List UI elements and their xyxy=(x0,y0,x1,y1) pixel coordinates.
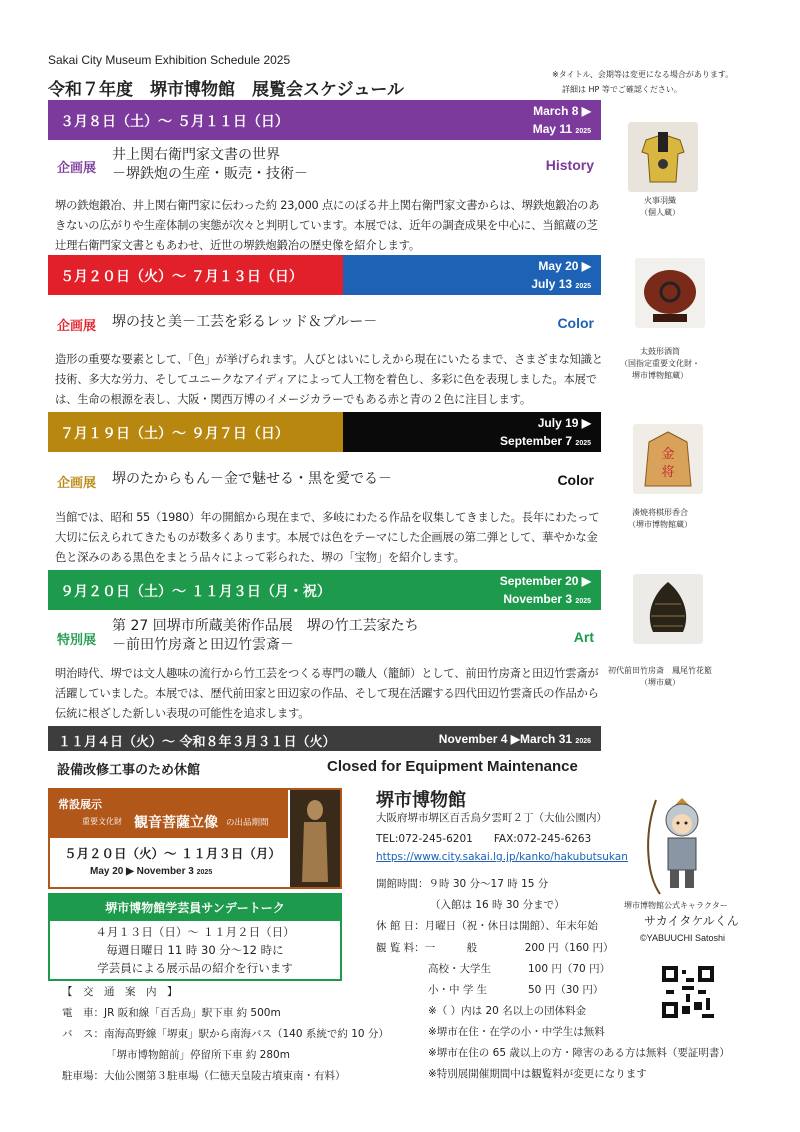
mascot-image xyxy=(642,794,722,899)
exhibition-4-title: 第 27 回堺市所蔵美術作品展 堺の竹工芸家たち －前田竹房斎と田辺竹雲斎－ xyxy=(112,618,419,653)
museum-url-link[interactable]: https://www.city.sakai.lg.jp/kanko/hakubutsukan xyxy=(376,851,628,863)
exhibition-2-kind: 企画展 xyxy=(57,319,97,334)
closure-date: １１月４日（火）～ 令和８年３月３１日（火） xyxy=(58,735,336,750)
sake-drum-image xyxy=(635,258,705,328)
exhibition-1-band: ３月８日（土）～ ５月１１日（日） March 8 ▶ May 11 2025 xyxy=(48,100,601,140)
exhibition-3-date: ７月１９日（土）～ ９月７日（日） xyxy=(60,426,289,442)
page-title: 令和７年度 堺市博物館 展覧会スケジュール xyxy=(48,80,404,100)
mascot-copyright: ©YABUUCHI Satoshi xyxy=(640,933,725,943)
museum-hours: 開館時間：９時 30 分～17 時 15 分 （入館は 16 時 30 分まで） 休 館 日：月曜日（祝・休日は開館）、年末年始 xyxy=(376,878,598,932)
exhibition-4-kind: 特別展 xyxy=(57,633,97,648)
permanent-date: ５月２０日（火）～ １１月３日（月） xyxy=(64,846,281,861)
exhibition-1-date: ３月８日（土）～ ５月１１日（日） xyxy=(60,114,289,130)
exhibition-4-desc: 明治時代、堺では文人趣味の流行から竹工芸をつくる専門の職人（籠師）として、前田竹房斎と田辺竹雲斎が活躍していました。本展では、歴代前田家と田辺家の作品、そして現在活躍する四代田辺竹雲斎氏の作品から伝統に根ざした新しい表現の可能性を追求します。 xyxy=(55,667,599,720)
bamboo-basket-image xyxy=(633,574,703,644)
exhibition-2-caption: 太鼓形酒筒 （国指定重要文化財・ 堺市博物館蔵） xyxy=(620,347,700,380)
exhibition-4-caption: 初代前田竹房斎 鳳尾竹花籃 （堺市蔵） xyxy=(608,666,712,687)
svg-text:将: 将 xyxy=(661,465,675,480)
museum-name: 堺市博物館 xyxy=(376,790,466,811)
svg-text:金: 金 xyxy=(661,447,675,462)
exhibition-1-kind: 企画展 xyxy=(57,161,97,176)
exhibition-3-caption: 湊焼将棋形香合 （堺市博物館蔵） xyxy=(628,508,692,529)
exhibition-2-title: 堺の技と美－工芸を彩るレッド＆ブルー－ xyxy=(112,314,378,330)
exhibition-4-band: ９月２０日（土）～ １１月３日（月・祝） September 20 ▶ November 3 2025 xyxy=(48,570,601,610)
access-info: 【 交 通 案 内 】 電 車：JR 阪和線「百舌鳥」駅下車 約 500m バ ス：南海高野線「堺東」駅から南海バス（140 系統で約 10 分） 「堺市博物館前」停留所下車 約 280m 駐車場：大仙公園第３駐車場（仁徳天皇陵古墳東南・有料） xyxy=(62,986,389,1082)
permanent-header: 常設展示 xyxy=(58,798,102,811)
talk-title: 堺市博物館学芸員サンデートーク xyxy=(50,895,340,921)
closure-label-jp: 設備改修工事のため休館 xyxy=(57,763,201,778)
kannon-statue-image xyxy=(290,790,340,887)
fee-table: 観 覧 料：一 般 200 円（160 円） 高校・大学生 100 円（70 円） 小・中 学 生 50 円（30 円） ※（ ）内は 20 名以上の団体料金 ※堺市在住・在学の小・中学生は無料 ※堺市在住の 65 歳以上の方・障害のある方は無料（要証明書） ※特別展開催期間中は観覧料が変更になります xyxy=(376,942,730,1080)
museum-contact: 大阪府堺市堺区百舌鳥夕雲町２丁（大仙公園内） TEL:072-245-6201 FAX:072-245-6263 xyxy=(376,812,607,845)
exhibition-3-desc: 当館では、昭和 55（1980）年の開館から現在まで、多岐にわたる作品を収集してきました。長年にわたって大切に伝えられてきたものが数多くあります。本展では色をテーマにした企画展の第二弾として、華やかな金色と深みのある黒色をまとう品々によって彩られた、堺の「宝物」を紹介します。 xyxy=(55,511,600,564)
exhibition-4-date: ９月２０日（土）～ １１月３日（月・祝） xyxy=(60,584,331,600)
sunday-talk-box: 堺市博物館学芸員サンデートーク ４月１３日（日）～ １１月２日（日） 毎週日曜日 11 時 30 分～12 時に 学芸員による展示品の紹介を行います xyxy=(48,893,342,981)
exhibition-2-date: ５月２０日（火）～ ７月１３日（日） xyxy=(60,269,303,285)
exhibition-3-band: ７月１９日（土）～ ９月７日（日） July 19 ▶ September 7 2025 xyxy=(48,412,601,452)
mascot-label: 堺市博物館公式キャラクター xyxy=(624,901,728,910)
exhibition-3-kind: 企画展 xyxy=(57,476,97,491)
permanent-exhibit-box: 常設展示 重要文化財 観音菩薩立像 の出品期間 ５月２０日（火）～ １１月３日（月） May 20 ▶ November 3 2025 xyxy=(48,788,342,889)
fire-coat-image xyxy=(628,122,698,192)
exhibition-4-theme: Art xyxy=(573,629,594,645)
exhibition-1-caption: 火事羽織 （個人蔵） xyxy=(640,196,680,217)
exhibition-1-desc: 堺の鉄炮鍛冶、井上関右衛門家に伝わった約 23,000 点にのぼる井上関右衛門家文書からは、堺鉄炮鍛冶のあきないの広がりや生産体制の実態が次々と判明しています。本展では、近年の調査成果を中心に、当館蔵の芝辻理右衛門家文書ともあわせ、近世の堺鉄炮鍛冶の歴史像を紹介します。 xyxy=(55,199,600,252)
qr-code-icon[interactable] xyxy=(662,966,714,1018)
exhibition-1-title: 井上関右衛門家文書の世界 －堺鉄炮の生産・販売・技術－ xyxy=(112,147,308,182)
exhibition-2-band: ５月２０日（火）～ ７月１３日（日） May 20 ▶ July 13 2025 xyxy=(48,255,601,295)
subtitle: Sakai City Museum Exhibition Schedule 2025 xyxy=(48,53,291,67)
closure-label-en: Closed for Equipment Maintenance xyxy=(327,758,578,775)
shogi-piece-image xyxy=(633,424,703,494)
exhibition-2-desc: 造形の重要な要素として、「色」が挙げられます。人びとはいにしえから現在にいたるまで、さまざまな知識と技術、多大な労力、そしてユニークなアイディアによって人工物を着色し、多彩に色を表現しました。本展では、生命の根源を表し、大阪・関西万博のイメージカラーでもある赤と青の２色に注目します。 xyxy=(55,353,603,406)
exhibition-2-theme: Color xyxy=(557,315,594,331)
header-note: ※タイトル、会期等は変更になる場合があります。 詳細は HP 等でご確認ください。 xyxy=(552,70,734,94)
exhibition-1-theme: History xyxy=(545,157,594,173)
exhibition-3-title: 堺のたからもん－金で魅せる・黒を愛でる－ xyxy=(112,471,392,487)
mascot-name: サカイタケルくん xyxy=(644,914,739,928)
closure-band: １１月４日（火）～ 令和８年３月３１日（火） November 4 ▶March 31 2026 xyxy=(48,726,601,751)
permanent-title: 観音菩薩立像 xyxy=(134,815,218,831)
exhibition-3-theme: Color xyxy=(557,472,594,488)
permanent-sub: 重要文化財 xyxy=(82,817,122,826)
